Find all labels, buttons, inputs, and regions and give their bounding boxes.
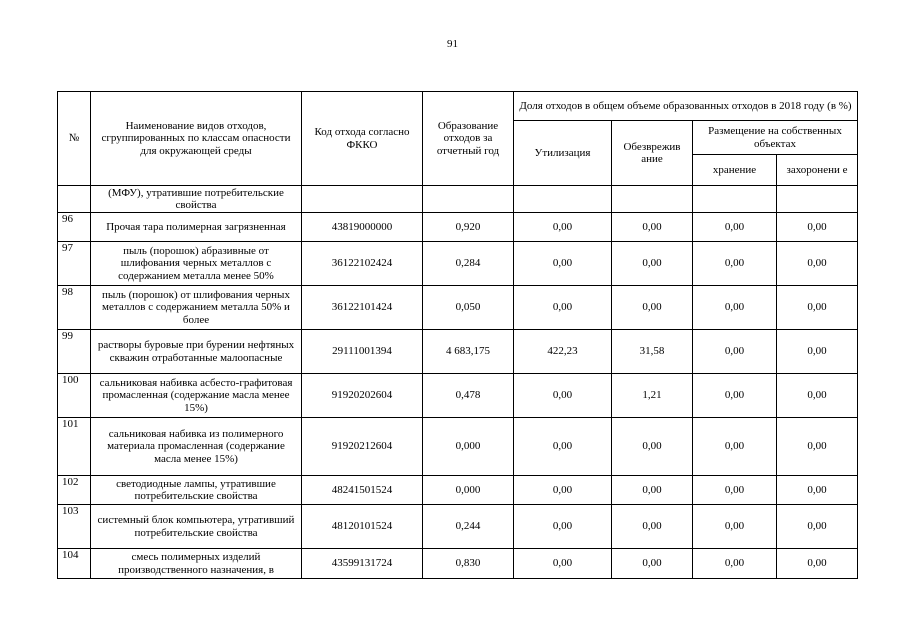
cell-burial: 0,00 bbox=[777, 286, 858, 330]
cell-formation: 0,478 bbox=[423, 374, 514, 418]
header-placement-group: Размещение на собственных объектах bbox=[693, 121, 858, 155]
cell-burial: 0,00 bbox=[777, 476, 858, 505]
cell-num: 101 bbox=[58, 418, 91, 476]
cell-num: 103 bbox=[58, 505, 91, 549]
cell-num: 99 bbox=[58, 330, 91, 374]
cell-code: 48241501524 bbox=[302, 476, 423, 505]
cell-name: сальниковая набивка асбесто-графитовая промасленная (содержание масла менее 15%) bbox=[91, 374, 302, 418]
cell-neutralization bbox=[612, 186, 693, 213]
cell-name: Прочая тара полимерная загрязненная bbox=[91, 213, 302, 242]
cell-storage: 0,00 bbox=[693, 476, 777, 505]
header-share-group: Доля отходов в общем объеме образованных отходов в 2018 году (в %) bbox=[514, 92, 858, 121]
cell-utilization: 0,00 bbox=[514, 213, 612, 242]
cell-name: растворы буровые при бурении нефтяных скважин отработанные малоопасные bbox=[91, 330, 302, 374]
cell-neutralization: 0,00 bbox=[612, 549, 693, 579]
table-row bbox=[58, 374, 858, 418]
cell-formation: 0,830 bbox=[423, 549, 514, 579]
cell-num bbox=[58, 186, 91, 213]
cell-code: 91920212604 bbox=[302, 418, 423, 476]
cell-num: 102 bbox=[58, 476, 91, 505]
cell-code: 36122102424 bbox=[302, 242, 423, 286]
cell-name: (МФУ), утратившие потребительские свойства bbox=[91, 186, 302, 213]
header-burial: захоронени е bbox=[777, 155, 858, 186]
header-code: Код отхода согласно ФККО bbox=[302, 92, 423, 186]
cell-num: 97 bbox=[58, 242, 91, 286]
table-row bbox=[58, 186, 858, 213]
cell-storage: 0,00 bbox=[693, 549, 777, 579]
cell-storage: 0,00 bbox=[693, 505, 777, 549]
cell-num: 100 bbox=[58, 374, 91, 418]
cell-code: 36122101424 bbox=[302, 286, 423, 330]
table-body bbox=[58, 186, 858, 579]
cell-neutralization: 1,21 bbox=[612, 374, 693, 418]
cell-name: системный блок компьютера, утративший потребительские свойства bbox=[91, 505, 302, 549]
cell-burial: 0,00 bbox=[777, 418, 858, 476]
cell-neutralization: 31,58 bbox=[612, 330, 693, 374]
table-row bbox=[58, 286, 858, 330]
cell-formation: 0,000 bbox=[423, 418, 514, 476]
table-row bbox=[58, 505, 858, 549]
cell-utilization: 0,00 bbox=[514, 505, 612, 549]
cell-storage: 0,00 bbox=[693, 242, 777, 286]
cell-burial: 0,00 bbox=[777, 374, 858, 418]
cell-formation: 0,244 bbox=[423, 505, 514, 549]
cell-name: светодиодные лампы, утратившие потребительские свойства bbox=[91, 476, 302, 505]
cell-code bbox=[302, 186, 423, 213]
cell-utilization: 422,23 bbox=[514, 330, 612, 374]
cell-burial: 0,00 bbox=[777, 242, 858, 286]
cell-neutralization: 0,00 bbox=[612, 286, 693, 330]
waste-table bbox=[57, 91, 858, 579]
cell-storage: 0,00 bbox=[693, 330, 777, 374]
header-formation: Образование отходов за отчетный год bbox=[423, 92, 514, 186]
cell-burial: 0,00 bbox=[777, 330, 858, 374]
header-storage: хранение bbox=[693, 155, 777, 186]
cell-num: 98 bbox=[58, 286, 91, 330]
cell-storage: 0,00 bbox=[693, 286, 777, 330]
cell-formation bbox=[423, 186, 514, 213]
cell-code: 48120101524 bbox=[302, 505, 423, 549]
cell-burial bbox=[777, 186, 858, 213]
cell-storage bbox=[693, 186, 777, 213]
header-name: Наименование видов отходов, сгруппированных по классам опасности для окружающей среды bbox=[91, 92, 302, 186]
cell-neutralization: 0,00 bbox=[612, 242, 693, 286]
table-row bbox=[58, 242, 858, 286]
table-row bbox=[58, 549, 858, 579]
table-row bbox=[58, 476, 858, 505]
cell-name: пыль (порошок) абразивные от шлифования черных металлов с содержанием металла менее 50% bbox=[91, 242, 302, 286]
cell-formation: 0,000 bbox=[423, 476, 514, 505]
cell-utilization bbox=[514, 186, 612, 213]
cell-storage: 0,00 bbox=[693, 418, 777, 476]
table-row bbox=[58, 213, 858, 242]
cell-utilization: 0,00 bbox=[514, 374, 612, 418]
cell-storage: 0,00 bbox=[693, 213, 777, 242]
cell-neutralization: 0,00 bbox=[612, 476, 693, 505]
cell-code: 29111001394 bbox=[302, 330, 423, 374]
cell-burial: 0,00 bbox=[777, 549, 858, 579]
cell-utilization: 0,00 bbox=[514, 286, 612, 330]
table-header bbox=[58, 92, 858, 186]
page-number: 91 bbox=[447, 38, 458, 50]
header-utilization: Утилизация bbox=[514, 121, 612, 186]
cell-neutralization: 0,00 bbox=[612, 418, 693, 476]
cell-formation: 0,050 bbox=[423, 286, 514, 330]
cell-name: сальниковая набивка из полимерного материала промасленная (содержание масла менее 15%) bbox=[91, 418, 302, 476]
cell-storage: 0,00 bbox=[693, 374, 777, 418]
cell-code: 43819000000 bbox=[302, 213, 423, 242]
cell-burial: 0,00 bbox=[777, 213, 858, 242]
cell-code: 43599131724 bbox=[302, 549, 423, 579]
header-num: № bbox=[58, 92, 91, 186]
cell-formation: 0,920 bbox=[423, 213, 514, 242]
cell-neutralization: 0,00 bbox=[612, 505, 693, 549]
cell-utilization: 0,00 bbox=[514, 476, 612, 505]
header-neutralization: Обезврежив ание bbox=[612, 121, 693, 186]
cell-utilization: 0,00 bbox=[514, 549, 612, 579]
table-row bbox=[58, 330, 858, 374]
cell-neutralization: 0,00 bbox=[612, 213, 693, 242]
cell-utilization: 0,00 bbox=[514, 418, 612, 476]
cell-num: 104 bbox=[58, 549, 91, 579]
cell-name: смесь полимерных изделий производственного назначения, в bbox=[91, 549, 302, 579]
table-row bbox=[58, 418, 858, 476]
cell-utilization: 0,00 bbox=[514, 242, 612, 286]
cell-code: 91920202604 bbox=[302, 374, 423, 418]
cell-num: 96 bbox=[58, 213, 91, 242]
cell-burial: 0,00 bbox=[777, 505, 858, 549]
cell-name: пыль (порошок) от шлифования черных металлов с содержанием металла 50% и более bbox=[91, 286, 302, 330]
cell-formation: 4 683,175 bbox=[423, 330, 514, 374]
cell-formation: 0,284 bbox=[423, 242, 514, 286]
